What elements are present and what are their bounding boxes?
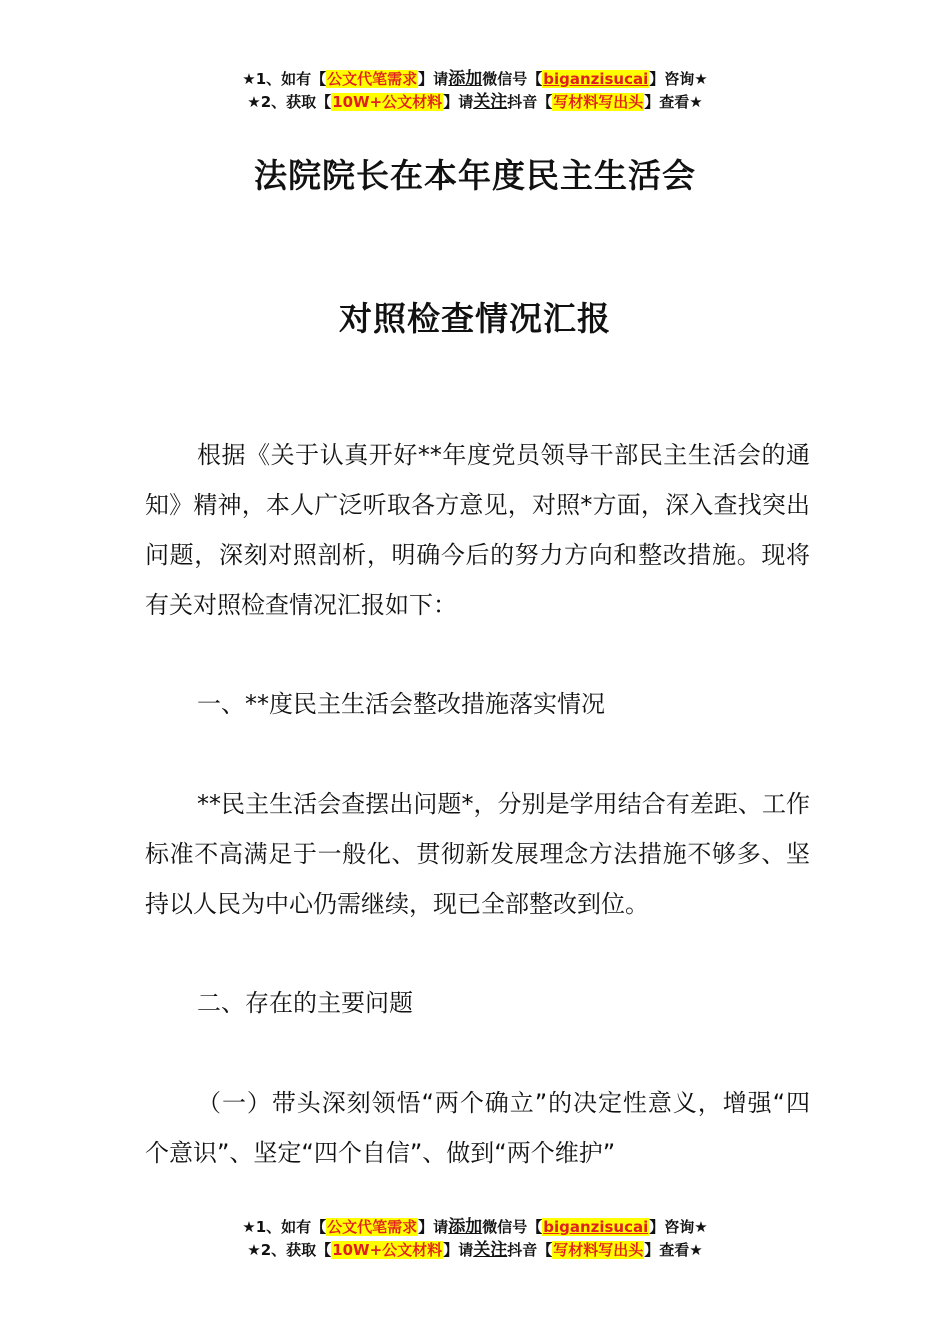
promo-text: 微信号【 — [482, 1218, 543, 1236]
promo-highlight-service: 公文代笔需求 — [327, 70, 418, 88]
promo-wechat-id: biganzisucai — [543, 70, 649, 88]
promo-highlight-materials: 10W+公文材料 — [332, 93, 443, 111]
promo-text: 抖音【 — [507, 1241, 553, 1259]
promo-text: 】请 — [418, 70, 449, 88]
promo-line-2 — [0, 1239, 950, 1262]
promo-text: ★1、如有【 — [242, 70, 327, 88]
document-title-line-1: 法院院长在本年度民主生活会 — [254, 156, 696, 195]
promo-text: 】请 — [443, 93, 474, 111]
promo-text: 抖音【 — [507, 93, 553, 111]
promo-text: 】请 — [418, 1218, 449, 1236]
promo-text: 】查看★ — [644, 93, 703, 111]
promo-text: 微信号【 — [482, 70, 543, 88]
section-heading-2: 二、存在的主要问题 — [197, 989, 413, 1017]
promo-emphasis: 添加 — [448, 1217, 483, 1237]
promo-douyin-account: 写材料写出头 — [553, 93, 644, 111]
section-2-paragraph: （一）带头深刻领悟“两个确立”的决定性意义，增强“四个意识”、坚定“四个自信”、做到“两个维护” — [145, 1089, 810, 1167]
promo-text: 】咨询★ — [649, 1218, 708, 1236]
promo-wechat-id: biganzisucai — [543, 1218, 649, 1236]
bottom-promo-banner — [0, 1216, 950, 1262]
promo-emphasis: 关注 — [473, 92, 508, 112]
promo-emphasis: 添加 — [448, 69, 483, 89]
promo-line-2 — [0, 91, 950, 114]
promo-text: 】咨询★ — [649, 70, 708, 88]
promo-douyin-account: 写材料写出头 — [553, 1241, 644, 1259]
section-1-paragraph: **民主生活会查摆出问题*，分别是学用结合有差距、工作标准不高满足于一般化、贯彻新发展理念方法措施不够多、坚持以人民为中心仍需继续，现已全部整改到位。 — [145, 790, 810, 918]
promo-highlight-materials: 10W+公文材料 — [332, 1241, 443, 1259]
intro-paragraph: 根据《关于认真开好**年度党员领导干部民主生活会的通知》精神，本人广泛听取各方意见，对照*方面，深入查找突出问题，深刻对照剖析，明确今后的努力方向和整改措施。现将有关对照检查情况汇报如下： — [145, 441, 810, 619]
promo-text: ★1、如有【 — [242, 1218, 327, 1236]
promo-text: ★2、获取【 — [247, 1241, 332, 1259]
section-heading-1: 一、**度民主生活会整改措施落实情况 — [197, 690, 605, 718]
promo-line-1 — [0, 1216, 950, 1239]
promo-text: 】请 — [443, 1241, 474, 1259]
promo-text: ★2、获取【 — [247, 93, 332, 111]
promo-emphasis: 关注 — [473, 1240, 508, 1260]
promo-highlight-service: 公文代笔需求 — [327, 1218, 418, 1236]
document-title-line-2: 对照检查情况汇报 — [339, 299, 611, 338]
promo-text: 】查看★ — [644, 1241, 703, 1259]
promo-line-1 — [0, 68, 950, 91]
top-promo-banner — [0, 68, 950, 114]
